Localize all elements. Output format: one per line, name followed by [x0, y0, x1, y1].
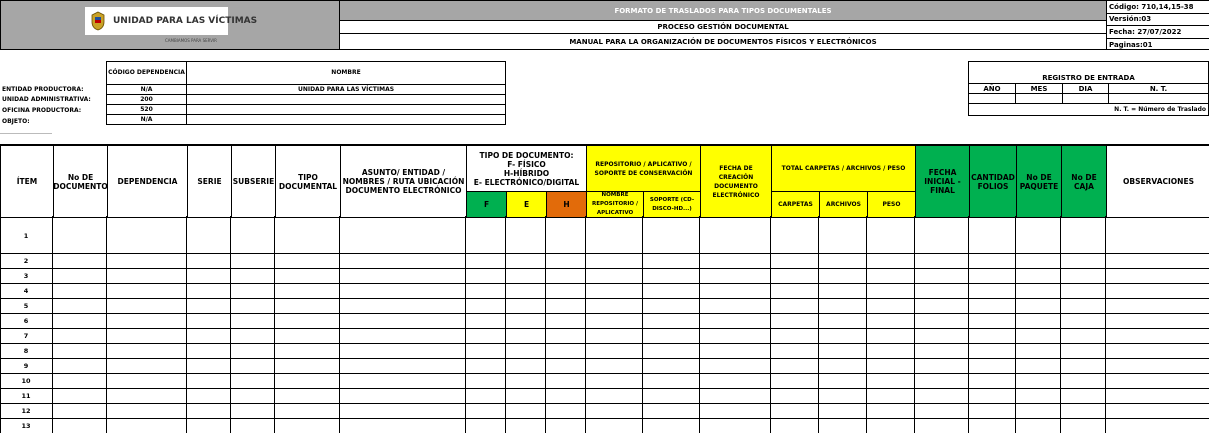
- col-no-caja: No DE CAJA: [1062, 146, 1107, 218]
- tipo-doc-h: H-HÍBRIDO: [503, 168, 550, 178]
- registro-col: MES: [1016, 84, 1063, 94]
- registro-table: [968, 61, 1209, 116]
- format-title: FORMATO DE TRASLADOS PARA TIPOS DOCUMENTALES: [340, 0, 1106, 21]
- col-carpetas: CARPETAS: [772, 192, 820, 218]
- col-asunto: ASUNTO/ ENTIDAD / NOMBRES / RUTA UBICACIÓN DOCUMENTO ELECTRÓNICO: [341, 146, 467, 218]
- registro-cell: [1063, 94, 1109, 104]
- col-dependencia: DEPENDENCIA: [108, 146, 188, 218]
- codigo: Código: 710,14,15-38: [1107, 1, 1209, 14]
- row-number: 5: [23, 302, 29, 310]
- col-nombre-repositorio: NOMBRE REPOSITORIO / APLICATIVO: [587, 192, 644, 218]
- col-observaciones: OBSERVACIONES: [1107, 146, 1209, 218]
- col-no-paquete: No DE PAQUETE: [1017, 146, 1062, 218]
- col-fecha-inicial: FECHA INICIAL - FINAL: [916, 146, 970, 218]
- registro-col: N. T.: [1109, 84, 1208, 94]
- col-tipo-documento: [467, 146, 587, 192]
- process-title: PROCESO GESTIÓN DOCUMENTAL: [340, 21, 1106, 34]
- row-number: 9: [23, 362, 29, 370]
- col-f: F: [467, 192, 507, 218]
- row-number: 13: [21, 422, 31, 430]
- col-subserie: SUBSERIE: [232, 146, 276, 218]
- col-serie: SERIE: [188, 146, 232, 218]
- divider: [0, 133, 52, 134]
- tipo-doc-f: F- FÍSICO: [507, 159, 546, 169]
- registro-title: REGISTRO DE ENTRADA: [969, 72, 1208, 84]
- entity-table: [106, 61, 506, 125]
- entity-label: UNIDAD ADMINISTRATIVA:: [2, 96, 91, 103]
- col-e: E: [507, 192, 547, 218]
- row-number: 6: [23, 317, 29, 325]
- name-cell: [187, 115, 505, 124]
- registro-cell: [1016, 94, 1063, 104]
- manual-title: MANUAL PARA LA ORGANIZACIÓN DE DOCUMENTOS FÍSICOS Y ELECTRÓNICOS: [340, 34, 1106, 50]
- fecha: Fecha: 27/07/2022: [1107, 26, 1209, 39]
- paginas: Paginas:01: [1109, 41, 1153, 49]
- coat-of-arms-icon: [89, 11, 107, 31]
- code-cell: N/A: [107, 115, 187, 124]
- col-repositorio: REPOSITORIO / APLICATIVO / SOPORTE DE CONSERVACIÓN: [587, 146, 701, 192]
- row-number: 7: [23, 332, 29, 340]
- col-codigo-header: CÓDIGO DEPENDENCIA: [107, 62, 187, 85]
- meta-block: [1106, 0, 1209, 50]
- col-total: TOTAL CARPETAS / ARCHIVOS / PESO: [772, 146, 916, 192]
- code-cell: N/A: [107, 85, 187, 95]
- entity-label: OFICINA PRODUCTORA:: [2, 107, 82, 114]
- row-number: 2: [23, 257, 29, 265]
- row-number: 4: [23, 287, 29, 295]
- col-item: ÍTEM: [1, 146, 54, 218]
- col-h: H: [547, 192, 587, 218]
- registro-col: DIA: [1063, 84, 1109, 94]
- tipo-doc-title: TIPO DE DOCUMENTO:: [479, 150, 574, 160]
- entity-label: OBJETO:: [2, 118, 30, 125]
- logo-text: UNIDAD PARA LAS VÍCTIMAS: [113, 16, 258, 26]
- name-cell: UNIDAD PARA LAS VÍCTIMAS: [187, 85, 505, 95]
- row-number: 10: [21, 377, 31, 385]
- col-archivos: ARCHIVOS: [820, 192, 868, 218]
- col-cantidad-folios: CANTIDAD FOLIOS: [970, 146, 1017, 218]
- row-number: 1: [23, 232, 29, 240]
- col-peso: PESO: [868, 192, 916, 218]
- code-cell: 200: [107, 95, 187, 105]
- name-cell: [187, 105, 505, 115]
- logo-tagline: CAMBIAMOS PARA SERVIR: [165, 38, 217, 43]
- tipo-doc-e: E- ELECTRÓNICO/DIGITAL: [473, 177, 580, 187]
- row-number: 12: [21, 407, 31, 415]
- col-nombre-header: NOMBRE: [187, 62, 505, 85]
- row-number: 3: [23, 272, 29, 280]
- registro-footnote: N. T. = Número de Traslado: [1114, 106, 1206, 113]
- col-tipo-documental: TIPO DOCUMENTAL: [276, 146, 341, 218]
- registro-cell: [969, 94, 1016, 104]
- col-no-documento: No DE DOCUMENTO: [54, 146, 108, 218]
- logo-box: [85, 7, 258, 35]
- col-soporte: SOPORTE (CD-DISCO-HD...): [644, 192, 701, 218]
- col-fecha-creacion: FECHA DE CREACIÓN DOCUMENTO ELECTRÓNICO: [701, 146, 772, 218]
- logo-area: [0, 0, 340, 50]
- row-number: 8: [23, 347, 29, 355]
- entity-label: ENTIDAD PRODUCTORA:: [2, 86, 84, 93]
- registro-col: AÑO: [969, 84, 1016, 94]
- code-cell: 520: [107, 105, 187, 115]
- name-cell: [187, 95, 505, 105]
- version: Versión:03: [1107, 14, 1209, 26]
- registro-cell: [1109, 94, 1208, 104]
- row-number: 11: [21, 392, 31, 400]
- main-table: [0, 144, 1209, 433]
